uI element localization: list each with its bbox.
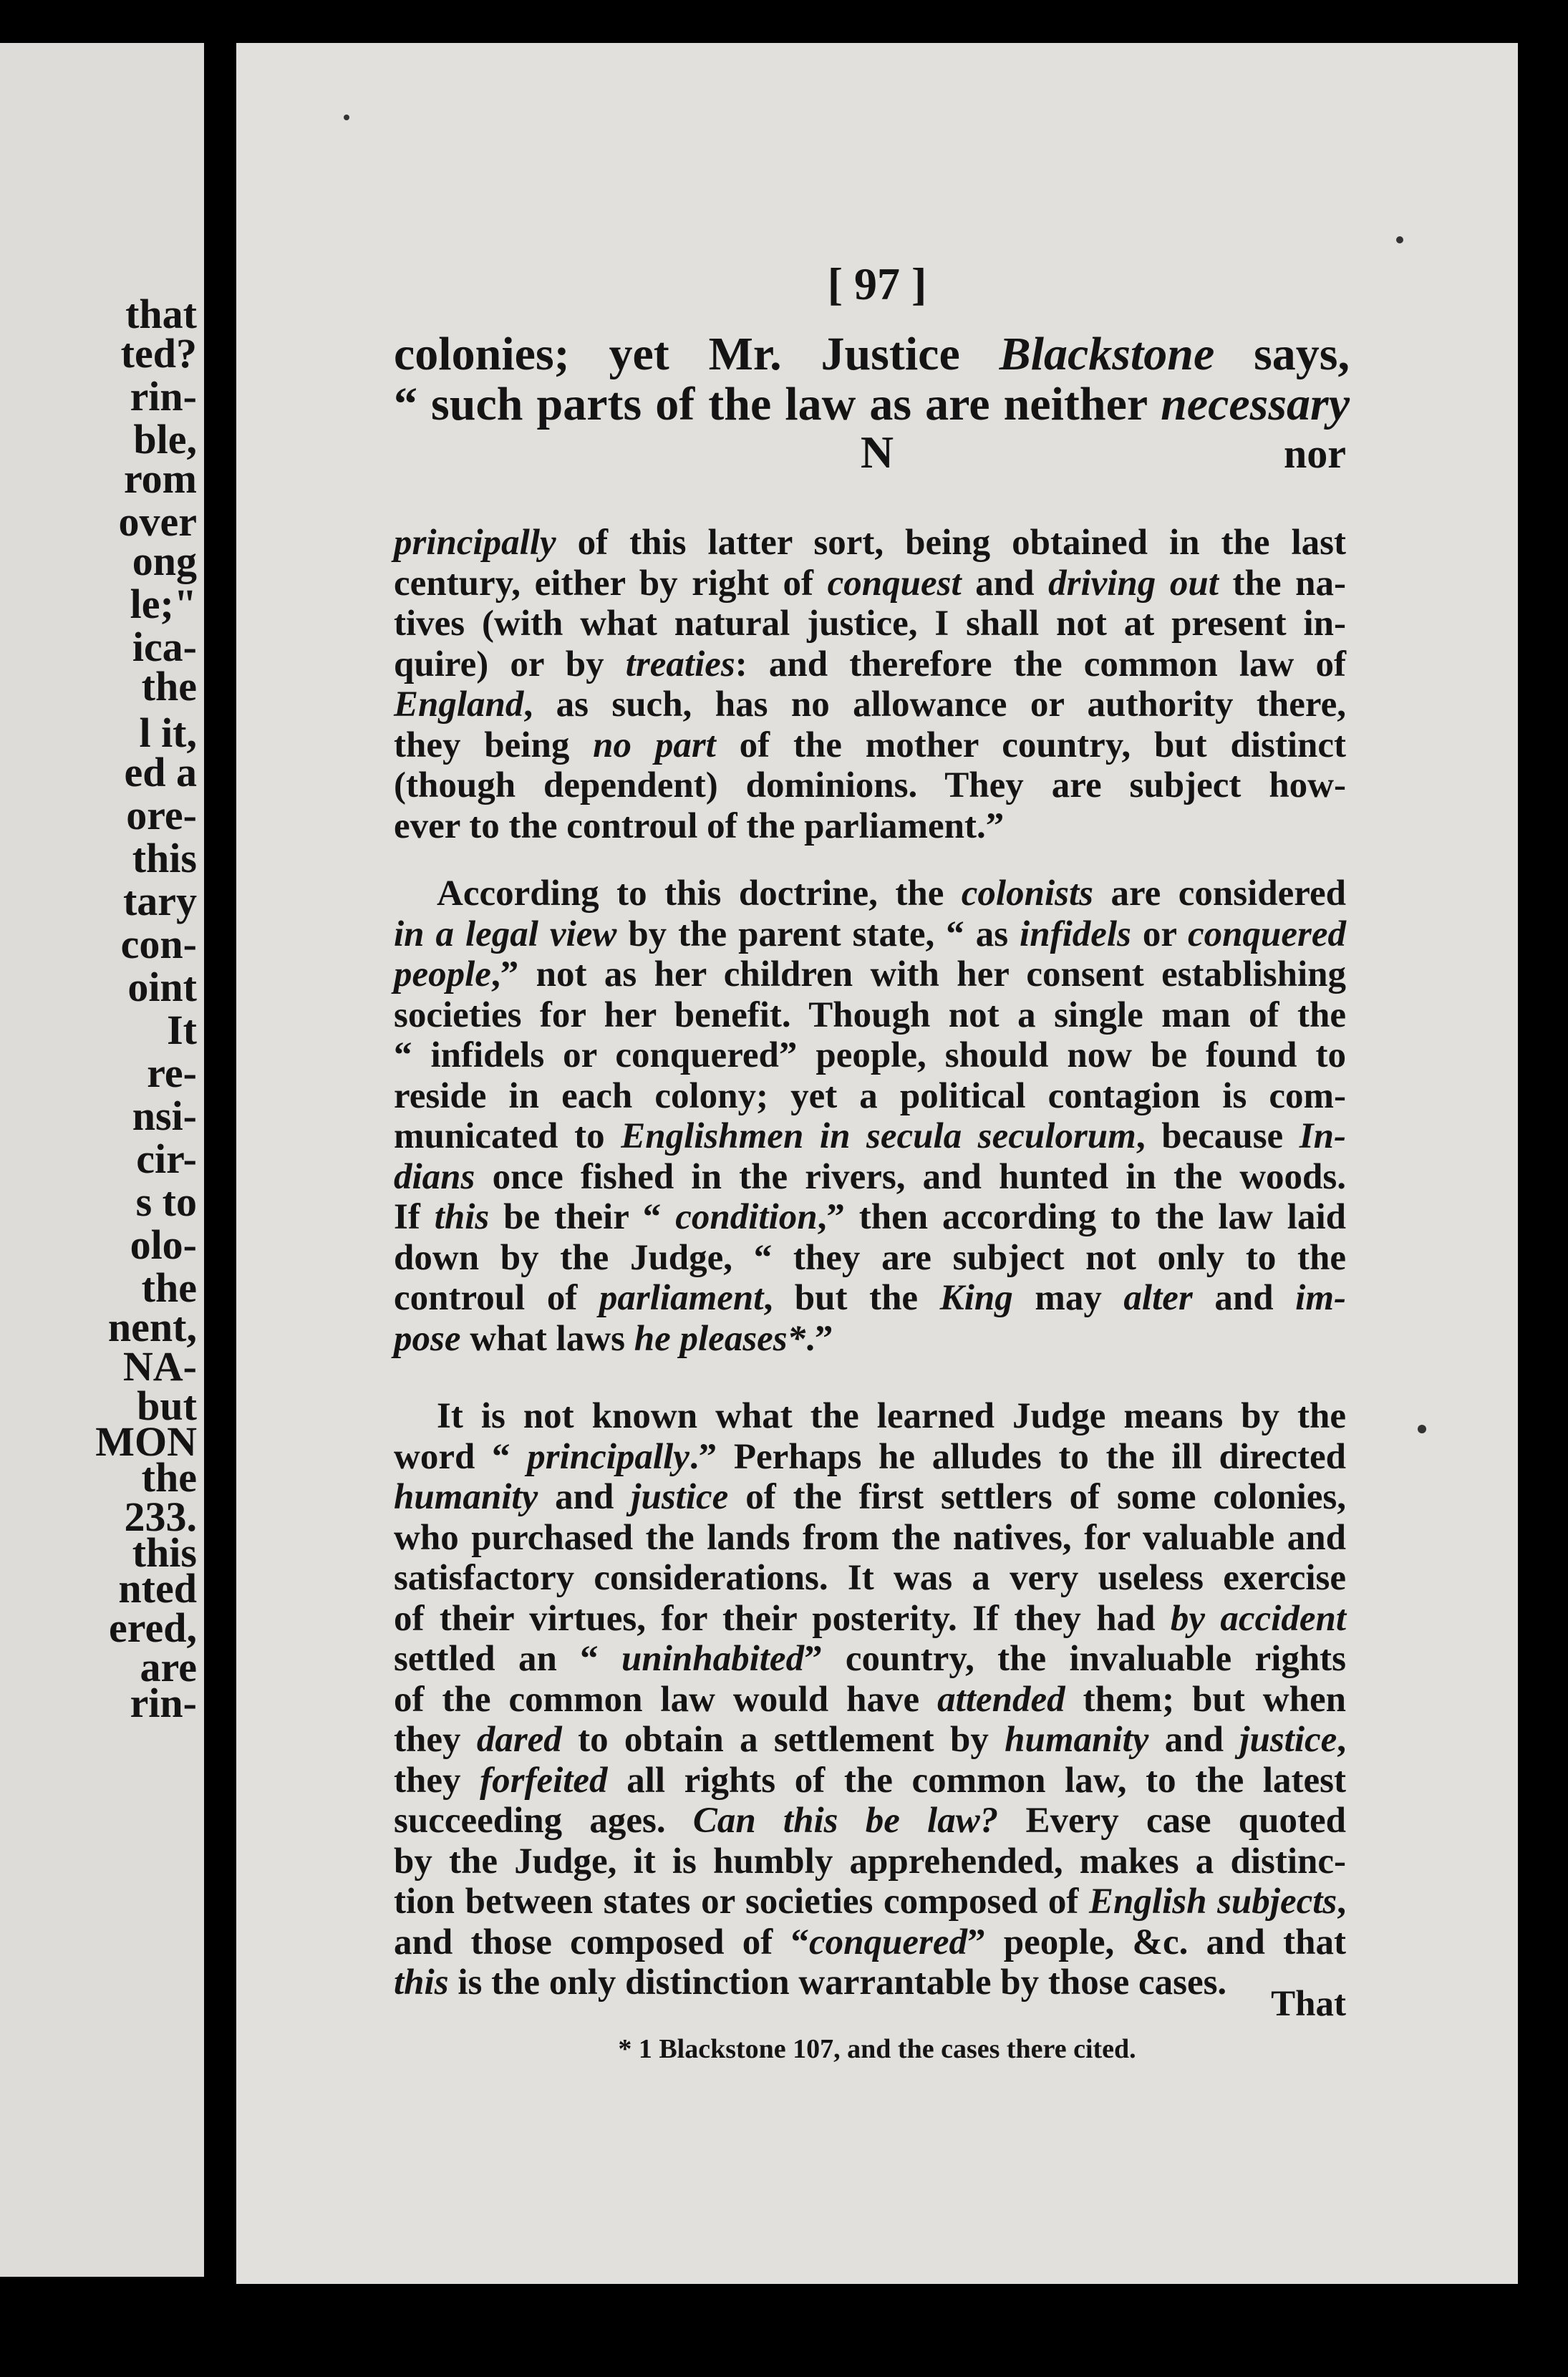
- speck: [344, 115, 349, 120]
- speck: [1396, 236, 1403, 243]
- left-page-fragment: ore-: [126, 792, 197, 838]
- left-page-fragment: ed a: [124, 749, 197, 795]
- text-line: settled an “ uninhabited” country, the invaluable rights: [394, 1639, 1347, 1679]
- left-page-fragment: rom: [123, 455, 197, 502]
- text-line: It is not known what the learned Judge means by the: [437, 1396, 1346, 1436]
- page-number: [ 97 ]: [827, 258, 927, 309]
- left-page-fragment: but: [137, 1383, 197, 1429]
- right-page: [236, 43, 1518, 2284]
- text-line: principally of this latter sort, being obtained in the last: [394, 523, 1346, 563]
- text-line: If this be their “ condition,” then according to the law laid: [394, 1197, 1346, 1237]
- left-page-fragment: this: [132, 835, 197, 881]
- text-line: century, either by right of conquest and driving out the na-: [394, 563, 1346, 604]
- text-line: tives (with what natural justice, I shall not at present in-: [394, 604, 1346, 644]
- text-line: people,” not as her children with her consent establishing: [394, 954, 1346, 994]
- head-line: “ such parts of the law as are neither necessary: [394, 378, 1350, 430]
- text-line: this is the only distinction warrantable by those cases.: [394, 1962, 1227, 2003]
- text-line: municated to Englishmen in secula seculorum, because In-: [394, 1116, 1346, 1156]
- text-line: quire) or by treaties: and therefore the common law of: [394, 644, 1346, 684]
- text-line: they dared to obtain a settlement by humanity and justice,: [394, 1720, 1347, 1760]
- head-line: colonies; yet Mr. Justice Blackstone says,: [394, 328, 1350, 380]
- text-line: word “ principally.” Perhaps he alludes to the ill directed: [394, 1436, 1346, 1477]
- text-line: of the common law would have attended them; but when: [394, 1679, 1346, 1720]
- speck: [1418, 1425, 1426, 1433]
- signature-mark: N: [860, 427, 894, 478]
- left-page-fragment: rin-: [130, 1680, 197, 1726]
- text-line: humanity and justice of the first settlers of some colonies,: [394, 1477, 1346, 1517]
- left-page-fragment: le;": [130, 581, 197, 627]
- left-page-fragment: this: [132, 1529, 197, 1576]
- catchword-bottom: That: [1271, 1984, 1346, 2024]
- left-page-fragment: tary: [122, 878, 197, 924]
- left-page-fragment: that: [125, 291, 197, 337]
- left-page-fragment: s to: [135, 1178, 197, 1225]
- left-page-fragment: the: [141, 663, 197, 710]
- left-page-fragment: olo-: [130, 1221, 197, 1268]
- left-page-fragment: ered,: [109, 1604, 197, 1651]
- left-page-fragment: nsi-: [132, 1093, 197, 1139]
- left-page-fragment: oint: [127, 964, 197, 1010]
- left-page-fragment: ong: [132, 538, 197, 584]
- text-line: controul of parliament, but the King may alter and im-: [394, 1278, 1346, 1318]
- left-page-fragment: MON: [95, 1418, 197, 1465]
- text-line: they being no part of the mother country, but distinct: [394, 725, 1346, 765]
- left-page-fragment: nent,: [107, 1304, 197, 1350]
- text-line: of their virtues, for their posterity. If they had by accident: [394, 1598, 1347, 1639]
- text-line: tion between states or societies composed of English subjects,: [394, 1882, 1346, 1922]
- text-line: by the Judge, it is humbly apprehended, makes a distinc-: [394, 1841, 1346, 1882]
- text-line: ever to the controul of the parliament.”: [394, 805, 1005, 846]
- left-page-fragment: the: [141, 1264, 197, 1311]
- left-page-fragment: con-: [120, 921, 197, 967]
- left-page-fragment: 233.: [124, 1494, 197, 1540]
- footnote: * 1 Blackstone 107, and the cases there cited.: [618, 2034, 1136, 2064]
- text-line: succeeding ages. Can this be law? Every case quoted: [394, 1801, 1346, 1841]
- text-line: satisfactory considerations. It was a very useless exercise: [394, 1558, 1346, 1598]
- text-line: England, as such, has no allowance or authority there,: [394, 684, 1346, 725]
- text-line: they forfeited all rights of the common law, to the latest: [394, 1760, 1347, 1801]
- text-line: and those composed of “conquered” people, &c. and that: [394, 1922, 1346, 1962]
- left-page-fragment: cir-: [136, 1136, 197, 1182]
- text-line: According to this doctrine, the colonists are considered: [437, 873, 1346, 914]
- text-line: in a legal view by the parent state, “ as infidels or conquered: [394, 914, 1347, 954]
- catchword-top: nor: [1284, 430, 1346, 477]
- left-page: [0, 43, 204, 2277]
- left-page-fragment: NA-: [122, 1343, 197, 1390]
- left-page-fragment: the: [141, 1454, 197, 1501]
- text-line: who purchased the lands from the natives, for valuable and: [394, 1517, 1346, 1558]
- left-page-fragment: ble,: [133, 416, 197, 463]
- left-page-fragment: nted: [118, 1565, 197, 1612]
- text-line: “ infidels or conquered” people, should now be found to: [394, 1035, 1346, 1075]
- left-page-fragment: rin-: [130, 373, 197, 420]
- left-page-fragment: It: [167, 1007, 197, 1053]
- text-line: societies for her benefit. Though not a single man of the: [394, 994, 1346, 1035]
- book-gutter: [204, 0, 236, 2377]
- left-page-fragment: ted?: [120, 330, 197, 377]
- text-line: dians once fished in the rivers, and hunted in the woods.: [394, 1156, 1346, 1197]
- text-line: reside in each colony; yet a political contagion is com-: [394, 1075, 1346, 1116]
- left-page-fragment: are: [140, 1644, 197, 1690]
- left-page-fragment: ica-: [132, 624, 197, 670]
- text-line: (though dependent) dominions. They are subject how-: [394, 765, 1346, 805]
- left-page-fragment: re-: [147, 1050, 197, 1096]
- text-line: down by the Judge, “ they are subject not only to the: [394, 1237, 1346, 1278]
- text-line: pose what laws he pleases*.”: [394, 1318, 833, 1359]
- left-page-fragment: over: [118, 498, 197, 545]
- left-page-fragment: l it,: [139, 710, 197, 756]
